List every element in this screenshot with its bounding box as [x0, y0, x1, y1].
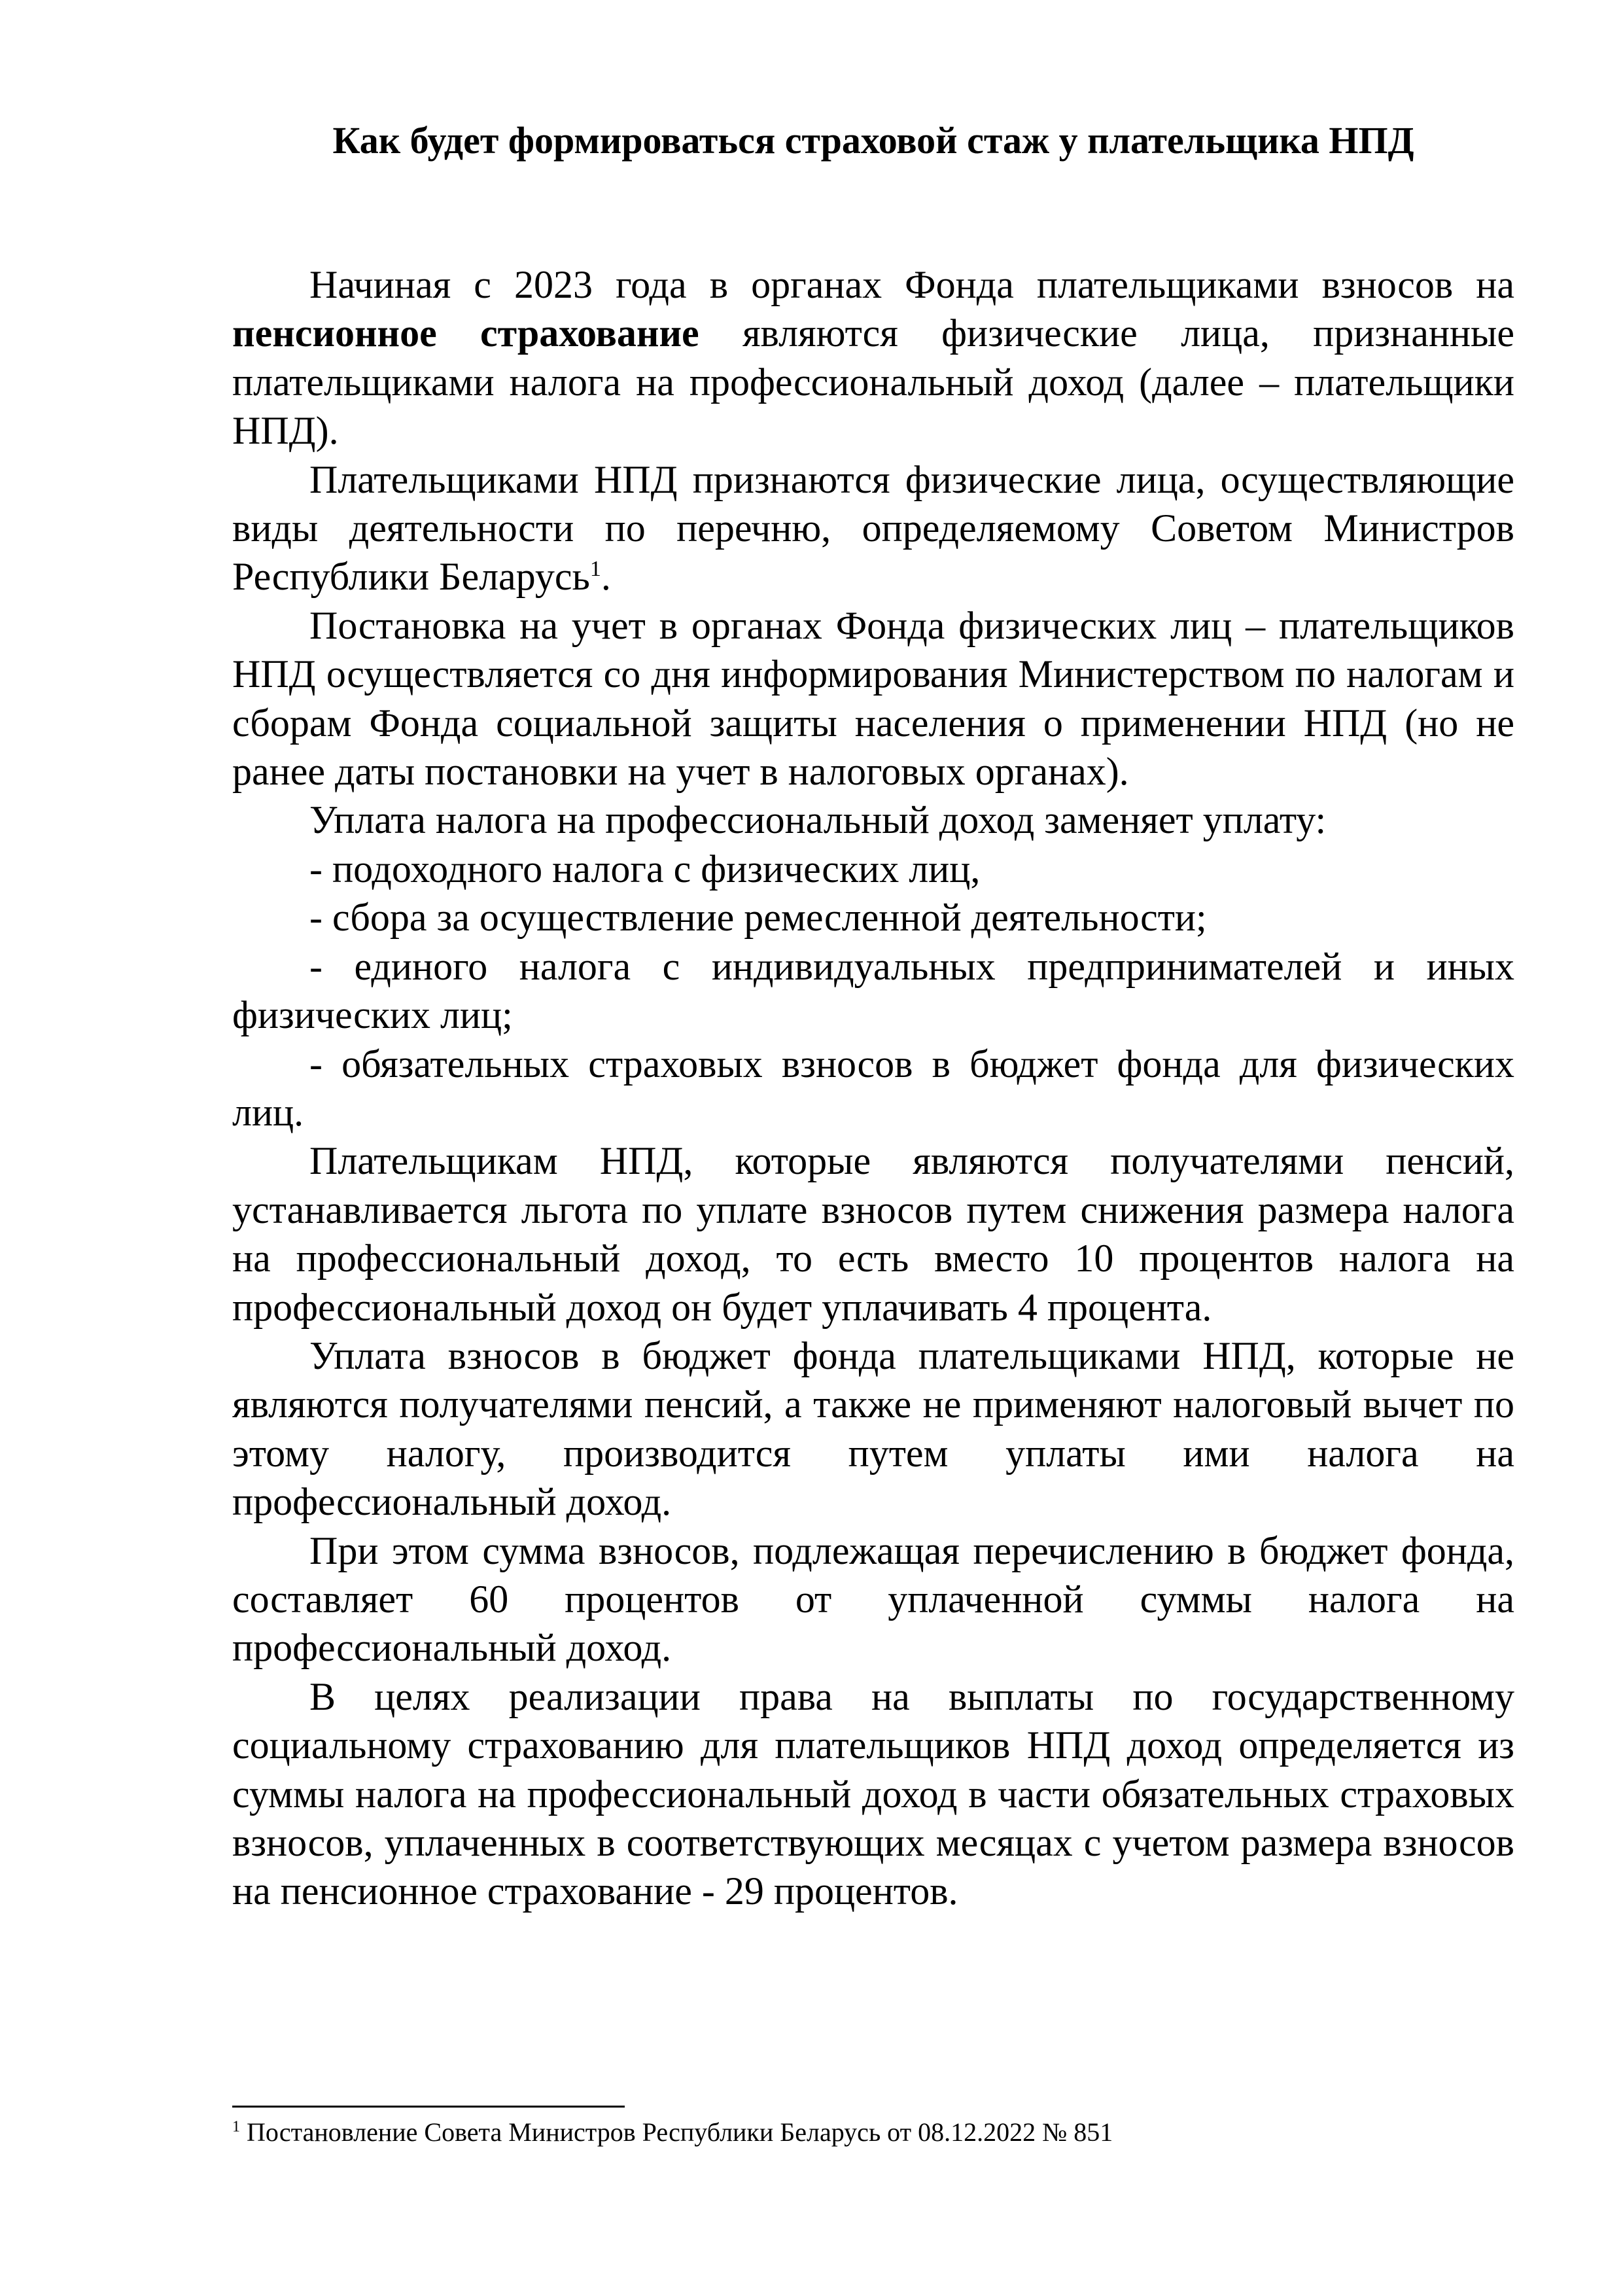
footnote-divider	[232, 2106, 625, 2108]
footnote-marker: 1	[232, 2118, 240, 2136]
footnote-text: Постановление Совета Министров Республики Беларусь от 08.12.2022 № 851	[240, 2117, 1113, 2147]
paragraph-1-bold-term: пенсионное страхование	[232, 311, 699, 355]
list-item: - подоходного налога с физических лиц,	[309, 847, 981, 891]
paragraph-4: Уплата налога на профессиональный доход заменяет уплату:	[309, 798, 1327, 842]
paragraph-1-lead: Начиная с 2023 года в органах Фонда плательщиками взносов на	[309, 263, 1514, 306]
paragraph-9: Плательщикам НПД, которые являются получателями пенсий, устанавливается льгота по уплате взносов путем снижения размера налога на профессиональный доход, то есть вместо 10 процентов налога на профессиональный доход он будет уплачивать 4 процента.	[232, 1139, 1514, 1329]
document-body	[232, 260, 1514, 1916]
list-item: - единого налога с индивидуальных предпринимателей и иных физических лиц;	[232, 944, 1514, 1037]
footnote-reference: 1	[589, 557, 601, 582]
paragraph-12: В целях реализации права на выплаты по государственному социальному страхованию для плательщиков НПД доход определяется из суммы налога на профессиональный доход в части обязательных страховых взносов, уплаченных в соответствующих месяцах с учетом размера взносов на пенсионное страхование - 29 процентов.	[232, 1674, 1514, 1913]
paragraph-1	[232, 260, 1514, 455]
list-item: - сбора за осуществление ремесленной деятельности;	[309, 896, 1207, 940]
paragraph-1-tail: являются физические лица, признанные плательщиками налога на профессиональный доход (далее – плательщики НПД).	[232, 311, 1515, 453]
document-title: Как будет формироваться страховой стаж у плательщика НПД	[332, 119, 1414, 162]
paragraph-10: Уплата взносов в бюджет фонда плательщиками НПД, которые не являются получателями пенсий, а также не применяют налоговый вычет по этому налогу, производится путем уплаты ими налога на профессиональный доход.	[232, 1333, 1514, 1524]
list-item: - обязательных страховых взносов в бюджет фонда для физических лиц.	[232, 1042, 1514, 1134]
footnote	[232, 2117, 1514, 2148]
paragraph-2-text: Плательщиками НПД признаются физические лица, осуществляющие виды деятельности по перечню, определяемому Советом Министров Республики Беларусь	[232, 457, 1514, 599]
paragraph-2	[232, 455, 1514, 601]
paragraph-2-end: .	[601, 555, 611, 599]
paragraph-3: Постановка на учет в органах Фонда физических лиц – плательщиков НПД осуществляется со дня информирования Министерством по налогам и сборам Фонда социальной защиты населения о применении НПД (но не ранее даты постановки на учет в налоговых органах).	[232, 603, 1514, 794]
paragraph-11: При этом сумма взносов, подлежащая перечислению в бюджет фонда, составляет 60 процентов от уплаченной суммы налога на профессиональный доход.	[232, 1528, 1514, 1670]
